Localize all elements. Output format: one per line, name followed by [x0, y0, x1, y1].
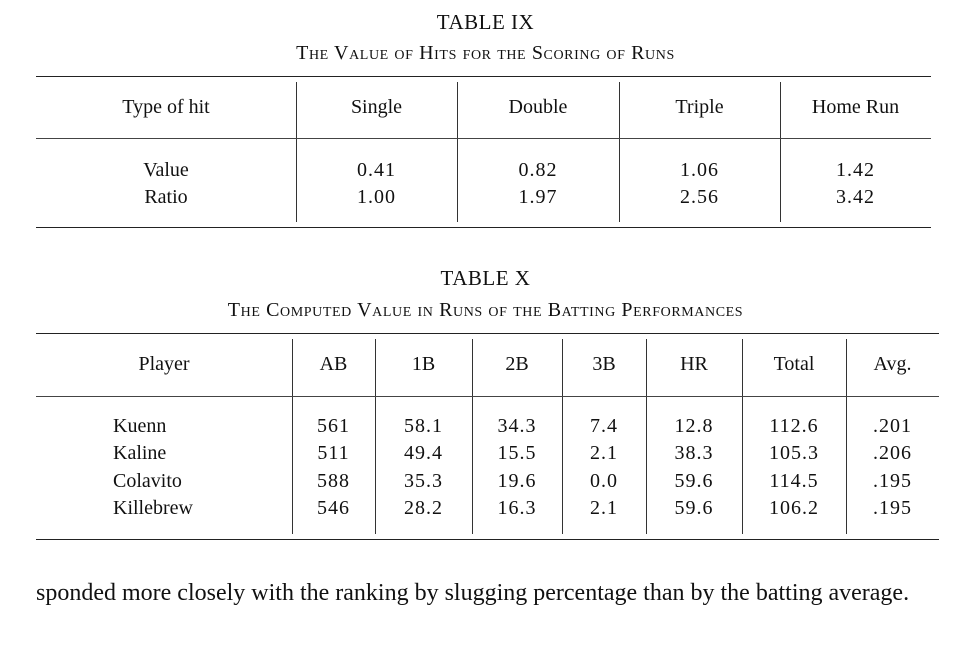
table-ix-header-cell: Single: [350, 96, 403, 118]
table-x-header-cell: Player: [138, 353, 190, 375]
table-x-cell: 2.1: [590, 497, 618, 519]
table-ix-cell: 1.97: [518, 186, 558, 208]
table-x-header-cell: Avg.: [873, 353, 912, 375]
table-x-cell: 49.4: [404, 442, 443, 464]
table-ix-header-rule: [36, 138, 931, 139]
table-x-cell: 59.6: [674, 470, 714, 492]
table-x-cell: .201: [873, 415, 912, 437]
table-ix-header-cell: Home Run: [811, 96, 900, 118]
table-x-cell: .206: [873, 442, 912, 464]
table-x-header-cell: 2B: [505, 353, 529, 375]
table-x-cell: 546: [317, 497, 350, 519]
table-x-cell: 7.4: [590, 415, 618, 437]
table-x-cell: 12.8: [674, 415, 714, 437]
table-x-bottom-rule: [36, 539, 939, 540]
table-x-cell: 58.1: [404, 415, 443, 437]
table-x-cell: 16.3: [497, 497, 537, 519]
table-x-cell: 112.6: [769, 415, 819, 437]
table-x-player-name: Kaline: [113, 442, 167, 464]
table-ix-row-label: Ratio: [144, 186, 188, 208]
table-x-cell: 28.2: [404, 497, 443, 519]
table-x-cell: 35.3: [404, 470, 443, 492]
table-ix-header-cell: Double: [508, 96, 568, 118]
table-ix-subtitle: The Value of Hits for the Scoring of Runs: [296, 42, 675, 64]
table-x-cell: 59.6: [674, 497, 714, 519]
table-ix-cell: 1.06: [680, 159, 719, 181]
table-ix-cell: 1.42: [836, 159, 875, 181]
table-x-player-name: Colavito: [113, 470, 182, 492]
table-ix-header-cell: Type of hit: [122, 96, 210, 118]
table-x-top-rule: [36, 333, 939, 334]
table-x-header-cell: 3B: [592, 353, 616, 375]
table-x-cell: 0.0: [590, 470, 618, 492]
table-x-cell: 105.3: [769, 442, 819, 464]
table-x-cell: 34.3: [497, 415, 537, 437]
table-x-title: TABLE X: [440, 266, 531, 290]
table-x-header-cell: HR: [680, 353, 708, 375]
table-ix-header-cell: Triple: [675, 96, 724, 118]
table-x-header-rule: [36, 396, 939, 397]
table-x-cell: 561: [317, 415, 350, 437]
table-x-player-name: Kuenn: [113, 415, 167, 437]
table-x-cell: 114.5: [769, 470, 819, 492]
table-x-header-cell: AB: [319, 353, 348, 375]
table-ix-bottom-rule: [36, 227, 931, 228]
table-x-cell: 2.1: [590, 442, 618, 464]
table-x-header-cell: 1B: [411, 353, 436, 375]
table-ix-cell: 0.82: [518, 159, 558, 181]
table-x-cell: 19.6: [497, 470, 537, 492]
table-ix-cell: 1.00: [357, 186, 396, 208]
table-x-cell: .195: [873, 497, 912, 519]
table-x-header-cell: Total: [773, 353, 815, 375]
table-x-cell: 38.3: [674, 442, 714, 464]
table-x-cell: .195: [873, 470, 912, 492]
table-x-cell: 106.2: [769, 497, 819, 519]
table-ix-row-label: Value: [143, 159, 189, 181]
table-ix-title: TABLE IX: [436, 10, 535, 34]
table-ix-cell: 0.41: [357, 159, 396, 181]
table-x-subtitle: The Computed Value in Runs of the Batting Performances: [227, 299, 744, 321]
body-paragraph: sponded more closely with the ranking by slugging percentage than by the batting average.: [36, 580, 910, 606]
table-ix-cell: 2.56: [680, 186, 719, 208]
table-ix-cell: 3.42: [836, 186, 875, 208]
table-x-player-name: Killebrew: [113, 497, 193, 519]
table-x-cell: 588: [317, 470, 350, 492]
table-x-cell: 511: [317, 442, 350, 464]
table-x-cell: 15.5: [497, 442, 537, 464]
table-ix-top-rule: [36, 76, 931, 77]
